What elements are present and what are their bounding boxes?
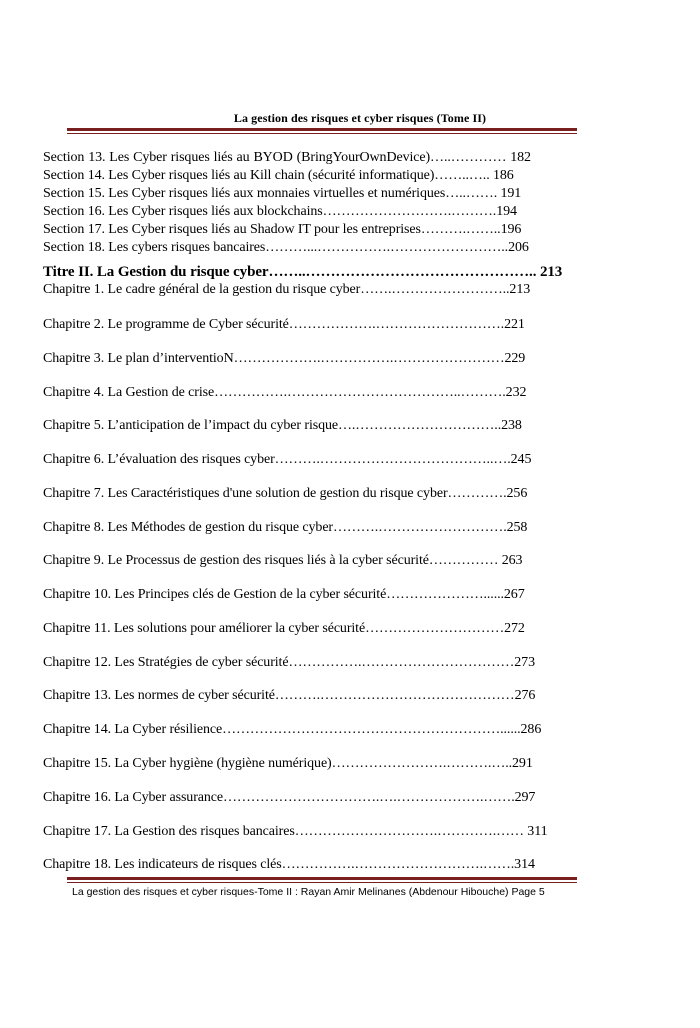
toc-chapter-5: Chapitre 5. L’anticipation de l’impact du cyber risque….…………………………..238 (43, 418, 522, 433)
toc-chapter-2: Chapitre 2. Le programme de Cyber sécurité……………….……………………….221 (43, 317, 525, 332)
page-header-title: La gestion des risques et cyber risques (Tome II) (233, 111, 487, 125)
toc-titre-ii: Titre II. La Gestion du risque cyber……..……………………………………….. 213 (43, 264, 563, 280)
toc-section-17: Section 17. Les Cyber risques liés au Shadow IT pour les entreprises……….……..196 (43, 222, 522, 237)
toc-chapter-14: Chapitre 14. La Cyber résilience……………………………………………………......286 (43, 722, 542, 737)
toc-chapter-15: Chapitre 15. La Cyber hygiène (hygiène numérique)…………………….……….…..291 (43, 756, 533, 771)
toc-chapter-1: Chapitre 1. Le cadre général de la gestion du risque cyber…….……………………..213 (43, 282, 531, 297)
footer-rule-thin (67, 882, 577, 883)
toc-chapter-11: Chapitre 11. Les solutions pour améliorer la cyber sécurité…………………………272 (43, 621, 525, 636)
toc-chapter-17: Chapitre 17. La Gestion des risques bancaires………………………….………….…… 311 (43, 824, 548, 839)
toc-chapter-3: Chapitre 3. Le plan d’interventioN……………….…………….……………………229 (43, 351, 526, 366)
toc-chapter-12: Chapitre 12. Les Stratégies de cyber sécurité…………….……………………………273 (43, 655, 535, 670)
toc-chapter-16: Chapitre 16. La Cyber assurance…………………………….….……………….…….297 (43, 790, 536, 805)
toc-section-13: Section 13. Les Cyber risques liés au BYOD (BringYourOwnDevice)…..………… 182 (43, 150, 531, 165)
footer-rule-thick (67, 877, 577, 880)
toc-section-15: Section 15. Les Cyber risques liés aux monnaies virtuelles et numériques…..……. 191 (43, 186, 522, 201)
header-rule-thin (67, 133, 577, 134)
page-footer: La gestion des risques et cyber risques-Tome II : Rayan Amir Melinanes (Abdenour Hibouche) Page 5 (72, 886, 545, 898)
toc-chapter-9: Chapitre 9. Le Processus de gestion des risques liés à la cyber sécurité…………… 263 (43, 553, 523, 568)
header-rule-thick (67, 128, 577, 131)
toc-chapter-7: Chapitre 7. Les Caractéristiques d'une solution de gestion du risque cyber………….256 (43, 486, 528, 501)
toc-chapter-8: Chapitre 8. Les Méthodes de gestion du risque cyber……….……………………….258 (43, 520, 528, 535)
toc-section-14: Section 14. Les Cyber risques liés au Kill chain (sécurité informatique)……..….. 186 (43, 168, 514, 183)
toc-chapter-6: Chapitre 6. L’évaluation des risques cyber……….………………………………..….245 (43, 452, 532, 467)
toc-chapter-13: Chapitre 13. Les normes de cyber sécurité……….……………………………………276 (43, 688, 536, 703)
toc-chapter-10: Chapitre 10. Les Principes clés de Gestion de la cyber sécurité…………………......267 (43, 587, 525, 602)
toc-section-18: Section 18. Les cybers risques bancaires………...…………….……………………..206 (43, 240, 529, 255)
toc-chapter-18: Chapitre 18. Les indicateurs de risques clés…………….……………………….…….314 (43, 857, 535, 872)
toc-section-16: Section 16. Les Cyber risques liés aux blockchains……………………….……….194 (43, 204, 517, 219)
toc-chapter-4: Chapitre 4. La Gestion de crise…………….………………………………..……….232 (43, 385, 527, 400)
